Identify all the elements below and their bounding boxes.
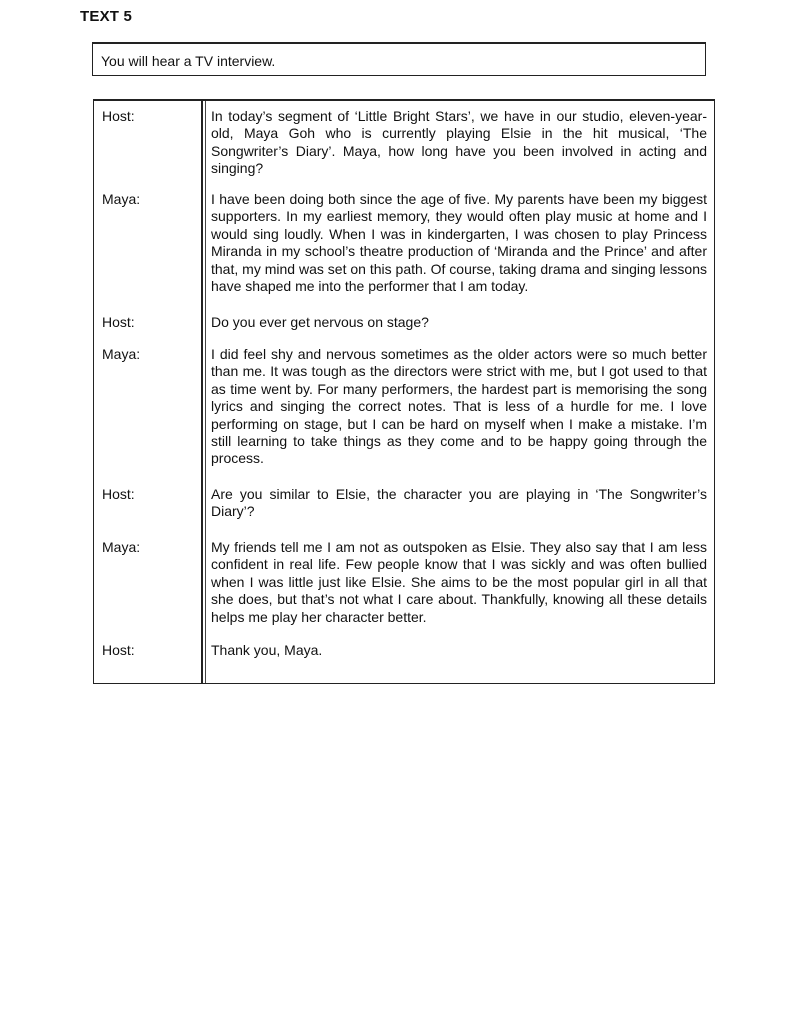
- speaker-label: Host:: [102, 486, 135, 502]
- speaker-label: Maya:: [102, 191, 141, 207]
- intro-text: You will hear a TV interview.: [101, 53, 276, 69]
- speaker-label: Host:: [102, 108, 135, 124]
- column-divider-inner: [205, 101, 206, 683]
- speech-text: I have been doing both since the age of five. My parents have been my biggest supporters. In my earliest memory, they would often play music at home and I would sing loudly. When I was in kindergarten, I was chosen to play Princess Miranda in my school’s theatre production of ‘Miranda and the Prince’ and after that, my mind was set on this path. Of course, taking drama and singing lessons have shaped me into the performer that I am today.: [211, 191, 707, 295]
- intro-box: [92, 42, 706, 76]
- speaker-label: Maya:: [102, 539, 141, 555]
- speech-text: Thank you, Maya.: [211, 642, 323, 658]
- speaker-label: Maya:: [102, 346, 141, 362]
- page-title: TEXT 5: [80, 8, 133, 25]
- transcript-table: [93, 99, 715, 684]
- speaker-label: Host:: [102, 642, 135, 658]
- speech-text: My friends tell me I am not as outspoken as Elsie. They also say that I am less confident in real life. Few people know that I was sickly and was often bullied when I was little just like Elsie. She aims to be the most popular girl in all that she does, but that’s not what I care about. Thankfully, knowing all these details helps me play her character better.: [211, 539, 707, 625]
- speaker-label: Host:: [102, 314, 135, 330]
- speech-text: In today’s segment of ‘Little Bright Stars’, we have in our studio, eleven-year-old, Maya Goh who is currently playing Elsie in the hit musical, ‘The Songwriter’s Diary’. Maya, how long have you been involved in acting and singing?: [211, 108, 707, 177]
- column-divider: [201, 101, 203, 683]
- speech-text: Do you ever get nervous on stage?: [211, 314, 429, 330]
- speech-text: Are you similar to Elsie, the character you are playing in ‘The Songwriter’s Diary’?: [211, 486, 707, 520]
- speech-text: I did feel shy and nervous sometimes as the older actors were so much better than me. It was tough as the directors were strict with me, but I got used to that as time went by. For many performers, the hardest part is memorising the song lyrics and singing the correct notes. That is less of a hurdle for me. I love performing on stage, but I can be hard on myself when I make a mistake. I’m still learning to take things as they come and to be happy going through the process.: [211, 346, 707, 467]
